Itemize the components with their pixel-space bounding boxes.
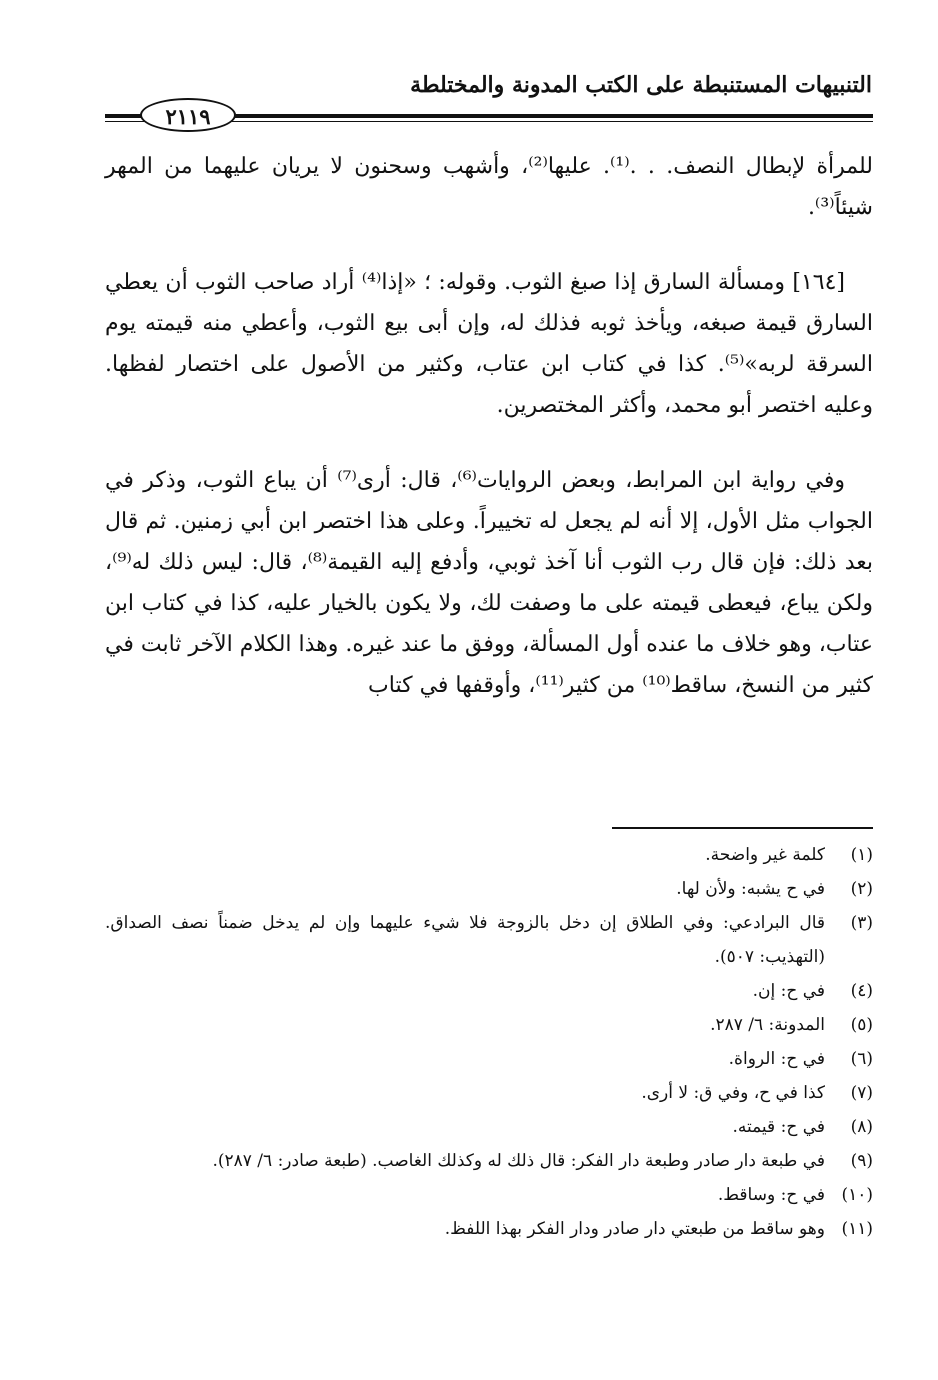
footnote-item xyxy=(105,872,873,906)
paragraph-1: للمرأة لإبطال النصف. . .⁽¹⁾. عليها⁽²⁾، وأشهب وسحنون لا يريان عليهما من المهر شيئاً⁽³⁾. xyxy=(105,154,873,220)
footnotes xyxy=(105,838,873,1246)
footnote-item xyxy=(105,1212,873,1246)
footnote-item xyxy=(105,1076,873,1110)
footnote-number: (٨) xyxy=(850,1117,873,1137)
main-text xyxy=(105,146,873,706)
footnote-text: كلمة غير واضحة. xyxy=(705,845,825,865)
footnote-text: كذا في ح، وفي ق: لا أرى. xyxy=(641,1083,825,1103)
footnote-text: في طبعة دار صادر وطبعة دار الفكر: قال ذلك له وكذلك الغاصب. (طبعة صادر: ٦/ ٢٨٧). xyxy=(212,1151,825,1171)
footnote-number: (٧) xyxy=(850,1083,873,1103)
footnote-text: قال البرادعي: وفي الطلاق إن دخل بالزوجة فلا شيء عليهما وإن لم يدخل ضمناً نصف الصداق. (التهذيب: ٥٠٧). xyxy=(105,913,825,967)
footnote-number: (٩) xyxy=(850,1151,873,1171)
footnote-text: المدونة: ٦/ ٢٨٧. xyxy=(710,1015,825,1035)
footnote-number: (٤) xyxy=(850,981,873,1001)
paragraph-3: وفي رواية ابن المرابط، وبعض الروايات⁽⁶⁾، قال: أرى⁽⁷⁾ أن يباع الثوب، وذكر في الجواب مثل الأول، إلا أنه لم يجعل له تخييراً. وعلى هذا اختصر ابن أبي زمنين. ثم قال بعد ذلك: فإن قال رب الثوب أنا آخذ ثوبي، وأدفع إليه القيمة⁽⁸⁾، قال: ليس ذلك له⁽⁹⁾، ولكن يباع، فيعطى قيمته على ما وصفت لك، ولا يكون بالخيار عليه، كذا في كتاب ابن عتاب، وهو خلاف ما عنده أول المسألة، ووفق ما عند غيره. وهذا الكلام الآخر ثابت في كثير من النسخ، ساقط⁽¹⁰⁾ من كثير⁽¹¹⁾، وأوقفها في كتاب xyxy=(105,468,873,698)
footnote-separator xyxy=(612,827,873,829)
footnote-number: (٥) xyxy=(850,1015,873,1035)
footnote-number: (٦) xyxy=(850,1049,873,1069)
footnote-item xyxy=(105,1178,873,1212)
footnote-number: (٣) xyxy=(850,913,873,933)
running-header-title: التنبيهات المستنبطة على الكتب المدونة والمختلطة xyxy=(410,72,872,98)
footnote-item xyxy=(105,1042,873,1076)
footnote-number: (١٠) xyxy=(841,1185,873,1205)
footnote-text: في ح: وساقط. xyxy=(717,1185,825,1205)
footnote-item xyxy=(105,1008,873,1042)
footnote-item xyxy=(105,1144,873,1178)
footnote-text: وهو ساقط من طبعتي دار صادر ودار الفكر بهذا اللفظ. xyxy=(444,1219,825,1239)
footnote-number: (٢) xyxy=(850,879,873,899)
footnote-text: في ح: قيمته. xyxy=(732,1117,825,1137)
footnote-number: (١١) xyxy=(841,1219,873,1239)
footnote-text: في ح يشبه: ولأن لها. xyxy=(676,879,825,899)
footnote-number: (١) xyxy=(850,845,873,865)
footnote-item xyxy=(105,1110,873,1144)
footnote-item xyxy=(105,838,873,872)
page-number-badge: ٢١١٩ xyxy=(140,98,236,132)
footnote-text: في ح: إن. xyxy=(752,981,825,1001)
footnote-text: في ح: الرواة. xyxy=(728,1049,825,1069)
footnote-item xyxy=(105,906,873,974)
paragraph-2: [١٦٤] ومسألة السارق إذا صبغ الثوب. وقوله: ؛ «إذا⁽⁴⁾ أراد صاحب الثوب أن يعطي السارق قيمة صبغه، ويأخذ ثوبه فذلك له، وإن أبى بيع الثوب، وأعطي منه قيمته يوم السرقة لربه»⁽⁵⁾. كذا في كتاب ابن عتاب، وكثير من الأصول على اختصار لفظها. وعليه اختصر أبو محمد، وأكثر المختصرين. xyxy=(105,270,873,418)
footnote-item xyxy=(105,974,873,1008)
